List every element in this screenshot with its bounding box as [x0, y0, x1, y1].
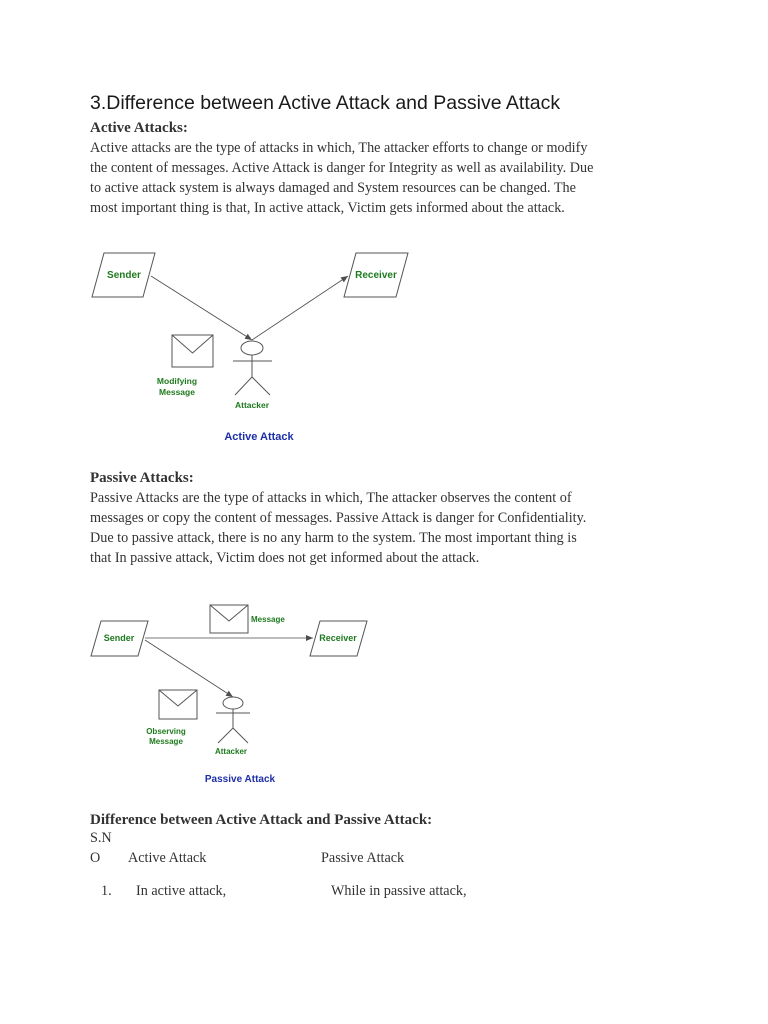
paragraph-line: the content of messages. Active Attack is danger for Integrity as well as availability. Due: [90, 160, 594, 176]
sender-label: Sender: [107, 270, 141, 281]
paragraph-line: Passive Attacks are the type of attacks in which, The attacker observes the content of: [90, 490, 572, 506]
paragraph-line: most important thing is that, In active attack, Victim gets informed about the attack.: [90, 200, 565, 216]
sender-to-attacker-arrow: [151, 276, 252, 340]
attacker-label: Attacker: [214, 747, 248, 756]
envelope-icon: [159, 690, 197, 719]
attacker-figure-icon: [233, 341, 272, 395]
envelope-icon: [172, 335, 213, 367]
table-header-sn: O: [90, 850, 101, 866]
table-cell-active: In active attack,: [136, 883, 227, 899]
page-title: 3.Difference between Active Attack and Passive Attack: [90, 92, 561, 114]
attacker-figure-icon: [216, 697, 250, 743]
observing-message-label: Message: [149, 737, 183, 746]
modifying-message-label: Message: [159, 387, 195, 397]
sender-node: [91, 621, 148, 656]
active-attacks-heading: Active Attacks:: [90, 120, 188, 136]
attacker-label: Attacker: [234, 400, 270, 410]
envelope-icon: [210, 605, 248, 633]
modifying-message-label: Modifying: [156, 376, 198, 386]
passive-attacks-paragraph: [90, 488, 690, 568]
table-header-passive: Passive Attack: [321, 850, 405, 866]
paragraph-line: that In passive attack, Victim does not get informed about the attack.: [90, 550, 480, 566]
sender-to-attacker-arrow: [145, 640, 233, 697]
table-header-active: Active Attack: [128, 850, 207, 866]
difference-heading: Difference between Active Attack and Passive Attack:: [90, 812, 433, 828]
receiver-node: [310, 621, 367, 656]
table-header-sn: S.N: [90, 830, 112, 846]
paragraph-line: Active attacks are the type of attacks in which, The attacker efforts to change or modify: [90, 140, 588, 156]
message-label: Message: [251, 615, 285, 624]
active-attacks-paragraph: [90, 138, 690, 218]
passive-attack-diagram: [0, 595, 768, 795]
active-attack-caption: Active Attack: [224, 431, 294, 443]
sender-label: Sender: [103, 633, 135, 643]
paragraph-line: to active attack system is always damaged and System resources can be changed. The: [90, 180, 576, 196]
passive-attack-caption: Passive Attack: [204, 774, 276, 785]
paragraph-line: Due to passive attack, there is no any harm to the system. The most important thing is: [90, 530, 577, 546]
attacker-to-receiver-arrow: [252, 276, 348, 340]
table-cell-passive: While in passive attack,: [331, 883, 467, 899]
paragraph-line: messages or copy the content of messages. Passive Attack is danger for Confidentiality.: [90, 510, 587, 526]
receiver-label: Receiver: [319, 633, 357, 643]
receiver-label: Receiver: [355, 270, 397, 281]
sender-node: [92, 253, 155, 297]
active-attack-diagram: [0, 240, 768, 455]
table-row-number: 1.: [101, 883, 112, 899]
observing-message-label: Observing: [146, 727, 186, 736]
passive-attacks-heading: Passive Attacks:: [90, 470, 194, 486]
receiver-node: [344, 253, 408, 297]
